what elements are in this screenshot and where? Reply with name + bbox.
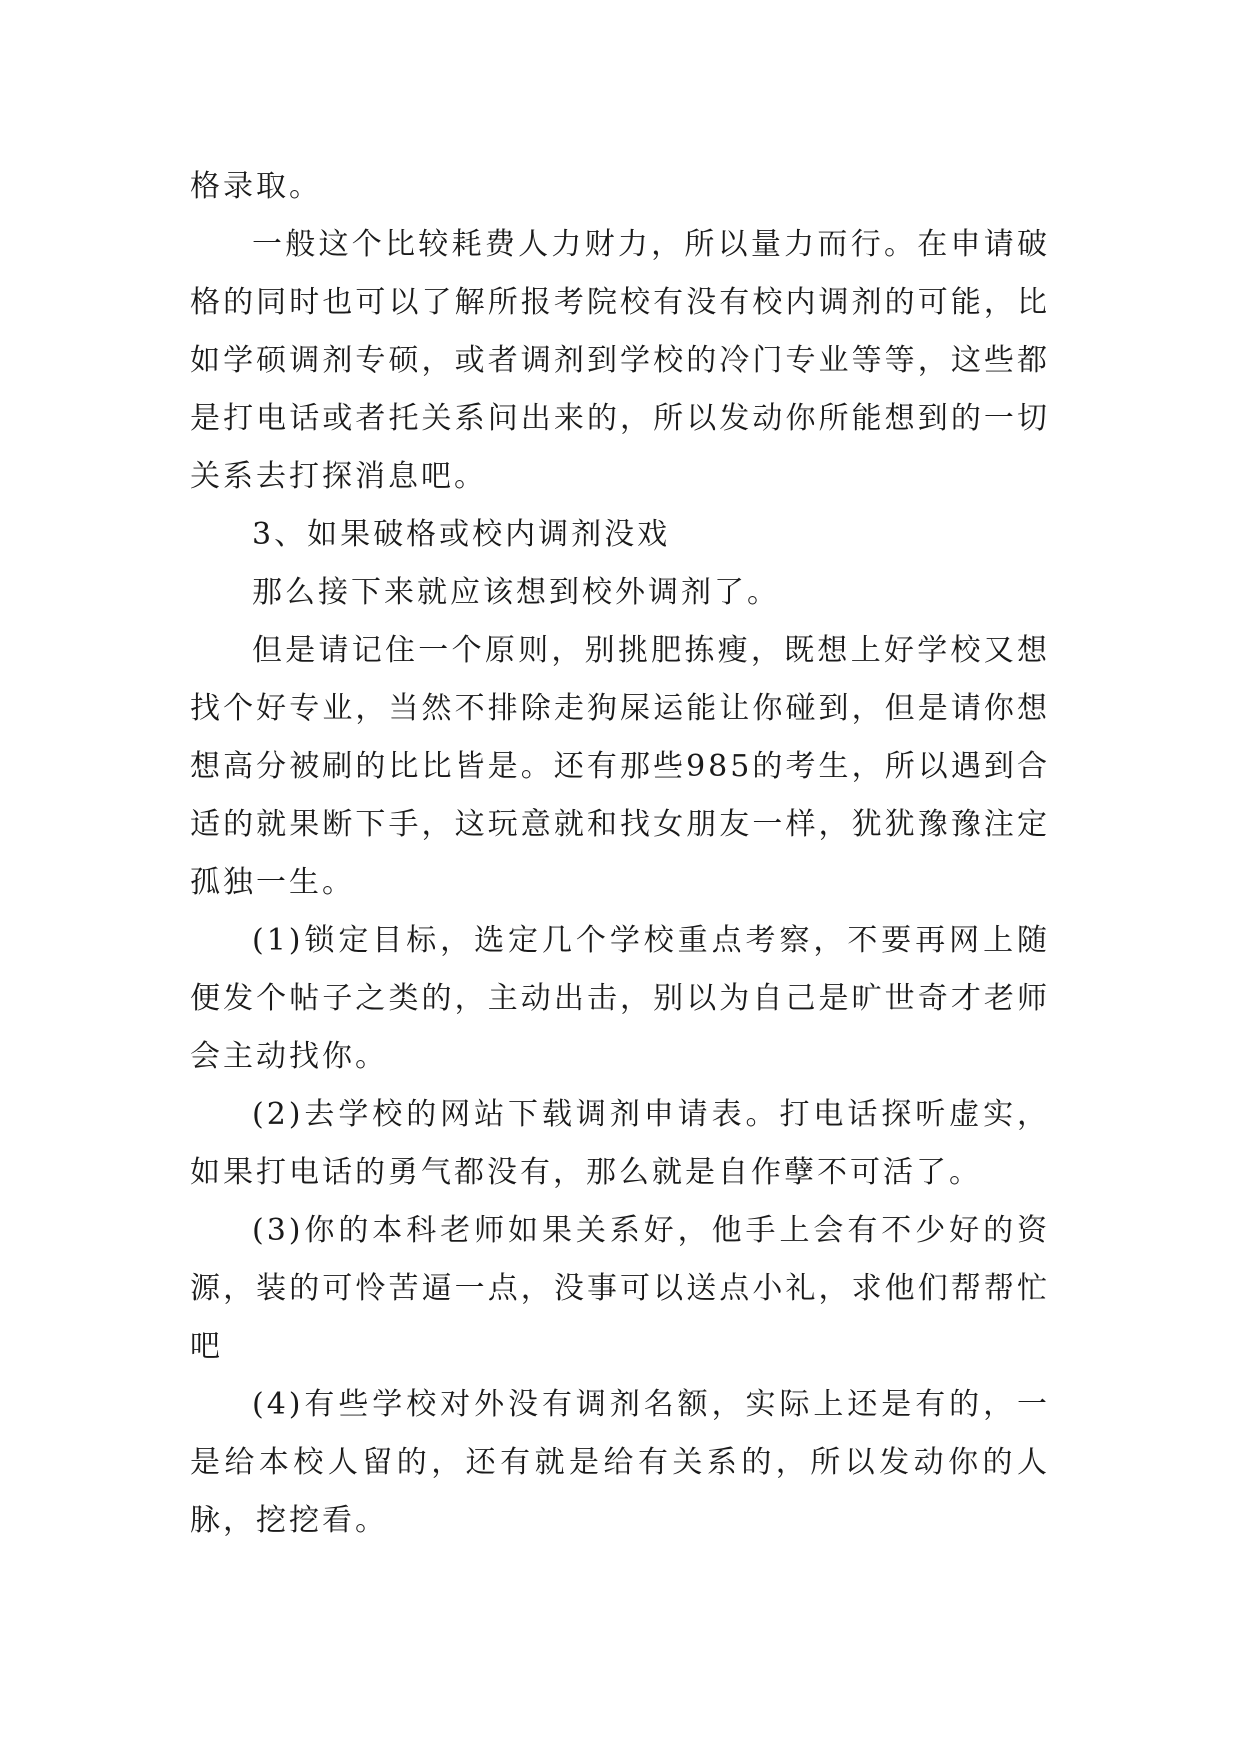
paragraph-external-adjustment: 那么接下来就应该想到校外调剂了。 (252, 575, 780, 610)
paragraph-cost-note: 一般这个比较耗费人力财力，所以量力而行。在申请破格的同时也可以了解所报考院校有没有校内调剂的可能，比如学硕调剂专硕，或者调剂到学校的冷门专业等等，这些都是打电话或者托关系问出来的，所以发动你所能想到的一切关系去打探消息吧。 (190, 227, 1050, 494)
paragraph-principle: 但是请记住一个原则，别挑肥拣瘦，既想上好学校又想找个好专业，当然不排除走狗屎运能让你碰到，但是请你想想高分被刷的比比皆是。还有那些985的考生，所以遇到合适的就果断下手，这玩意就和找女朋友一样，犹犹豫豫注定孤独一生。 (190, 633, 1050, 900)
list-item-3: (3)你的本科老师如果关系好，他手上会有不少好的资源，装的可怜苦逼一点，没事可以送点小礼，求他们帮帮忙吧 (190, 1213, 1050, 1364)
paragraph-continuation: 格录取。 (190, 169, 322, 204)
document-body (190, 158, 1050, 1550)
section-heading-3: 3、如果破格或校内调剂没戏 (252, 517, 671, 552)
list-item-1: (1)锁定目标，选定几个学校重点考察，不要再网上随便发个帖子之类的，主动出击，别以为自己是旷世奇才老师会主动找你。 (190, 923, 1050, 1074)
list-item-2: (2)去学校的网站下载调剂申请表。打电话探听虚实，如果打电话的勇气都没有，那么就是自作孽不可活了。 (190, 1097, 1050, 1190)
list-item-4: (4)有些学校对外没有调剂名额，实际上还是有的，一是给本校人留的，还有就是给有关系的，所以发动你的人脉，挖挖看。 (190, 1387, 1050, 1538)
